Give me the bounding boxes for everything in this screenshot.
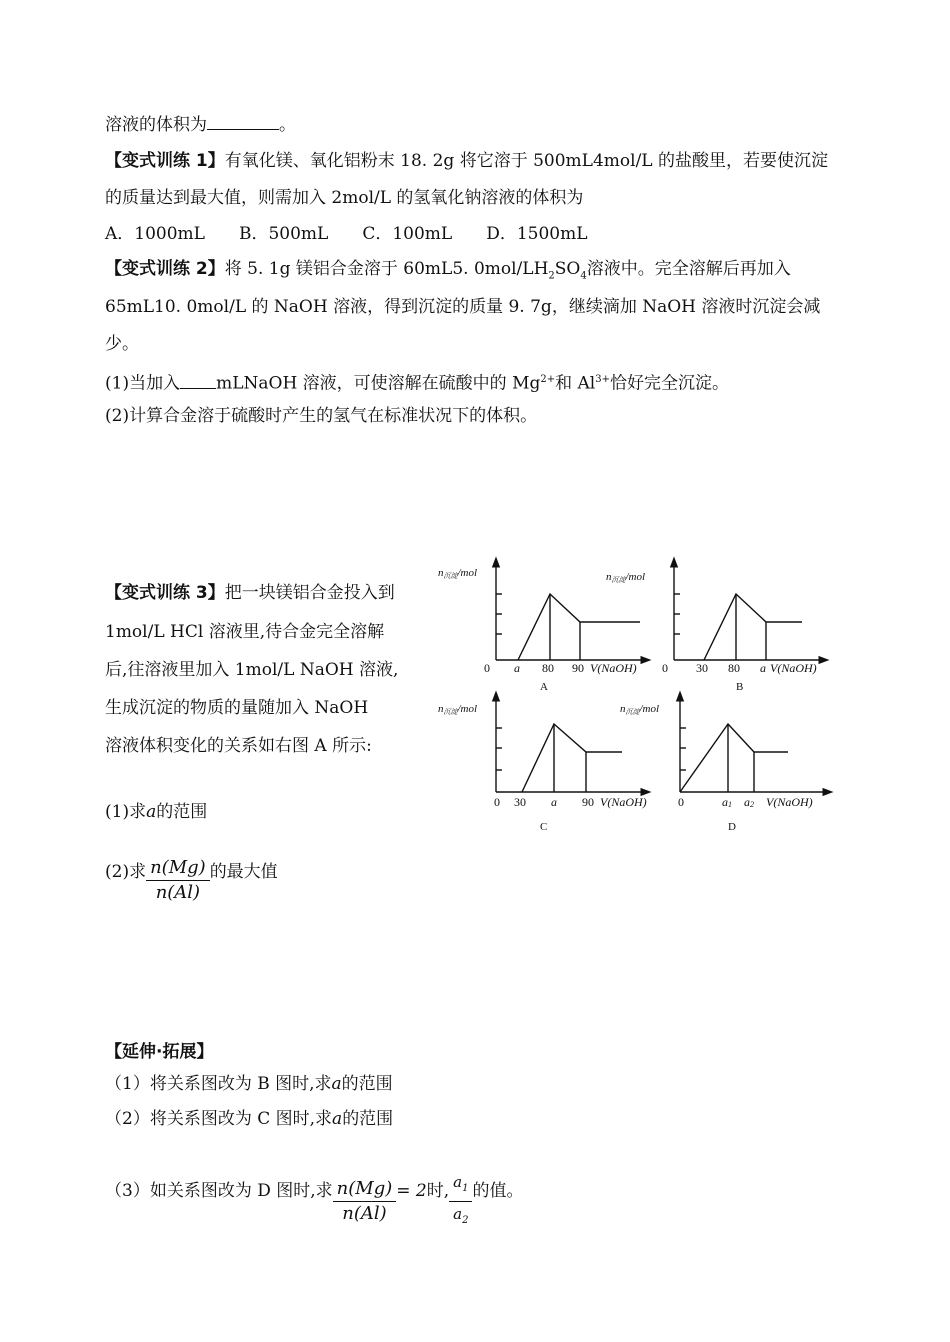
v3-line2: 1mol/L HCl 溶液里,待合金完全溶解 [105, 622, 385, 642]
svg-text:a1: a1 [722, 795, 732, 809]
svg-text:0: 0 [494, 795, 500, 809]
svg-text:a: a [514, 661, 520, 675]
ext-q3: （3）如关系图改为 D 图时,求 $\frac{n(Mg)}{n(Al)}$ = 2时, $\frac{a_1}{a_2}$ 的值。 [105, 1160, 523, 1223]
v3-line3: 后,往溶液里加入 1mol/L NaOH 溶液, [105, 660, 399, 680]
chart-c-caption: C [540, 821, 548, 833]
svg-text:30: 30 [514, 795, 526, 809]
svg-text:V(NaOH): V(NaOH) [770, 661, 817, 675]
ratio-fraction: $\frac{n(Mg)}{n(Al)}$ [146, 856, 210, 905]
svg-text:a: a [551, 795, 557, 809]
svg-text:0: 0 [484, 661, 490, 675]
v1-options [105, 222, 622, 246]
svg-text:V(NaOH): V(NaOH) [600, 795, 647, 809]
v3-line1: 【变式训练 3】把一块镁铝合金投入到 [105, 583, 395, 603]
chart-c-ylabel: n沉淀/mol [438, 703, 478, 716]
v3-line5: 溶液体积变化的关系如右图 A 所示: [105, 736, 372, 756]
option-a: A．1000mL [105, 224, 205, 244]
chart-a-caption: A [540, 681, 548, 693]
ext-title: 【延伸·拓展】 [105, 1042, 214, 1062]
svg-text:a2: a2 [744, 795, 754, 809]
option-b: B．500mL [238, 224, 329, 244]
svg-text:0: 0 [678, 795, 684, 809]
v2-line3: 少。 [105, 334, 139, 354]
v1-line2: 的质量达到最大值，则需加入 2mol/L 的氢氧化钠溶液的体积为 [105, 188, 584, 208]
v3-line4: 生成沉淀的物质的量随加入 NaOH [105, 698, 369, 718]
svg-text:0: 0 [662, 661, 668, 675]
chart-b-ylabel: n沉淀/mol [606, 571, 646, 584]
v2-line1: 【变式训练 2】将 5. 1g 镁铝合金溶于 60mL5. $0mol/LH_2SO_4$溶液中。完全溶解后再加入 [105, 259, 791, 282]
svg-text:90: 90 [582, 795, 594, 809]
chart-d [680, 696, 828, 792]
svg-text:80: 80 [728, 661, 740, 675]
svg-text:90: 90 [572, 661, 584, 675]
ratio-fraction: $\frac{n(Mg)}{n(Al)}$ [333, 1177, 397, 1226]
answer-blank [207, 113, 279, 130]
v1-line1: 【变式训练 1】有氧化镁、氧化铝粉末 18. 2g 将它溶于 500mL4mol/L 的盐酸里，若要使沉淀 [105, 151, 828, 171]
svg-text:80: 80 [542, 661, 554, 675]
ext-q2: （2）将关系图改为 C 图时,求a的范围 [105, 1109, 394, 1129]
ext-q1: （1）将关系图改为 B 图时,求a的范围 [105, 1074, 393, 1094]
v2-q2: (2)计算合金溶于硫酸时产生的氢气在标准状况下的体积。 [105, 406, 538, 426]
a1-a2-fraction: $\frac{a_1}{a_2}$ [449, 1170, 472, 1233]
v2-line2: 65mL10. 0mol/L 的 NaOH 溶液，得到沉淀的质量 9. 7g，继续滴加 NaOH 溶液时沉淀会减 [105, 297, 821, 317]
prev-question-tail: 溶液的体积为 。 [105, 115, 296, 135]
v3-q2: (2)求 $\frac{n(Mg)}{n(Al)}$ 的最大值 [105, 857, 278, 903]
answer-blank [180, 372, 216, 389]
charts-figure [432, 556, 852, 836]
v3-q1: (1)求a的范围 [105, 802, 208, 822]
option-d: D．1500mL [486, 224, 588, 244]
chart-d-caption: D [728, 821, 736, 833]
svg-text:V(NaOH): V(NaOH) [590, 661, 637, 675]
chart-d-ylabel: n沉淀/mol [620, 703, 660, 716]
chart-b [674, 562, 824, 660]
option-c: C．100mL [362, 224, 453, 244]
svg-text:30: 30 [696, 661, 708, 675]
chart-b-caption: B [736, 681, 744, 693]
svg-text:a: a [760, 661, 766, 675]
svg-text:V(NaOH): V(NaOH) [766, 795, 813, 809]
chart-a-ylabel: n沉淀/mol [438, 567, 478, 580]
v2-q1: (1)当加入 mLNaOH 溶液，可使溶解在硫酸中的 $Mg^{2+}$和 $Al^{3+}$恰好完全沉淀。 [105, 373, 729, 394]
